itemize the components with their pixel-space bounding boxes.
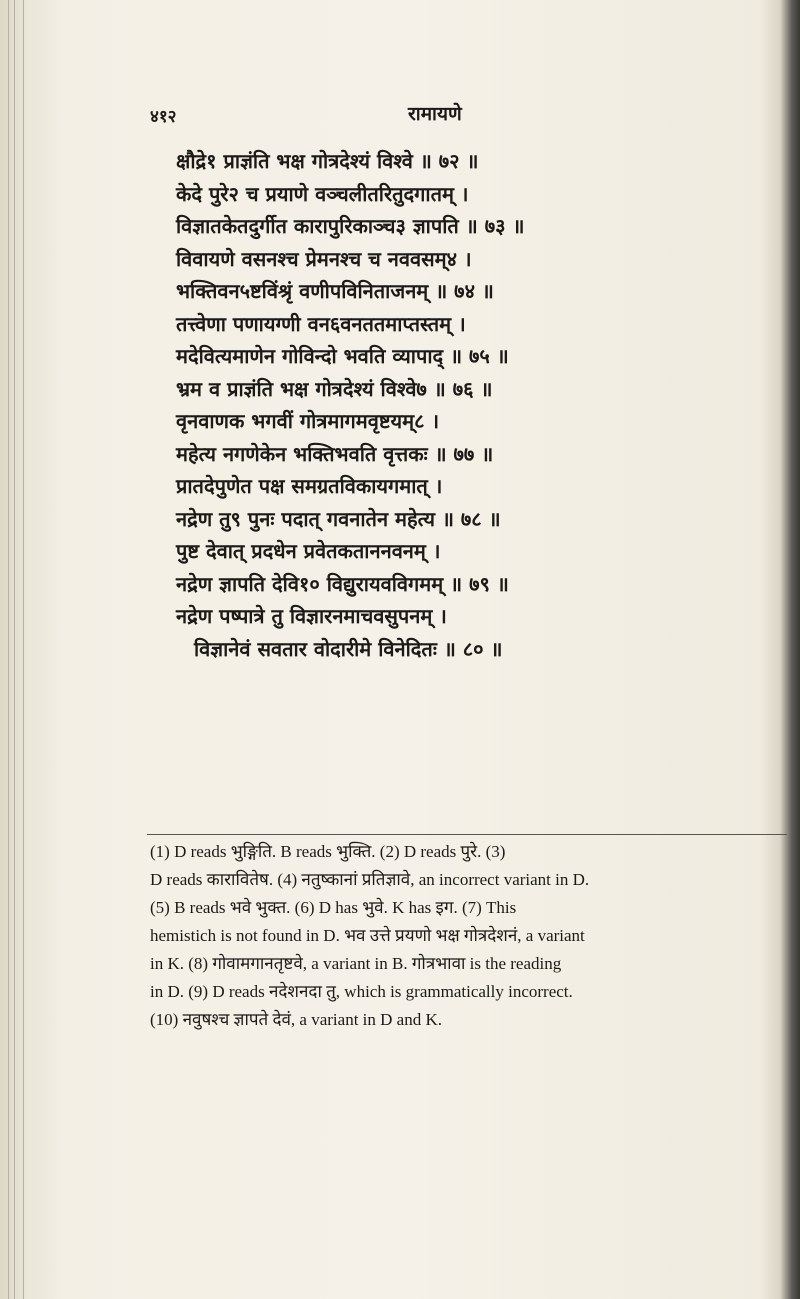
verse-line: तत्त्वेणा पणायग्णी वन६वनततमाप्तस्तम् । (176, 311, 466, 336)
verse-line: नद्रेण ज्ञापति देवि१० विद्युरायवविगमम् ॥ ७९ ॥ (176, 571, 509, 596)
verse-line: प्रातदेपुणेत पक्ष समग्रतविकायगमात् । (176, 474, 443, 498)
verse-line: केदे पुरे२ च प्रयाणे वञ्चलीतरितुदगातम् । (176, 181, 469, 206)
page-header (150, 100, 710, 140)
gutter-line (14, 0, 15, 1299)
verse-line: मदेवित्यमाणेन गोविन्दो भवति व्यापाद् ॥ ७५ ॥ (176, 344, 509, 368)
book-gutter (0, 0, 62, 1299)
verse-line: वृनवाणक भगवीं गोत्रमागमवृष्टयम्८ । (176, 409, 440, 433)
verse-line: नद्रेण पष्पात्रे तु विज्ञारनमाचवसुपनम् । (176, 604, 447, 628)
verse-block (176, 145, 696, 665)
footnote-divider (147, 834, 787, 835)
footnote-line: D reads कारावितेष. (4) नतुष्कानां प्रतिज्ञावे, an incorrect variant in D. (150, 870, 590, 889)
verse-line: विवायणे वसनश्च प्रेमनश्च च नववसम्४ । (176, 246, 472, 271)
footnote-line: hemistich is not found in D. भव उत्ते प्रयणो भक्ष गोत्रदेशनं, a variant (150, 926, 585, 945)
footnote-line: (5) B reads भवे भुक्त. (6) D has भुवे. K has इग. (7) This (150, 898, 517, 917)
verse-line: विज्ञातकेतदुर्गीत कारापुरिकाञ्च३ ज्ञापति ॥ ७३ ॥ (176, 214, 525, 238)
verse-line: क्षौद्रे१ प्राज्ञंति भक्ष गोत्रदेश्यं विश्वे ॥ ७२ ॥ (176, 149, 479, 173)
verse-line: पुष्ट देवात् प्रदधेन प्रवेतकताननवनम् । (176, 539, 441, 563)
gutter-line (8, 0, 9, 1299)
footnote-line: (1) D reads भुङ्गिति. B reads भुक्ति. (2) D reads पुरे. (3) (150, 842, 506, 861)
gutter-line (23, 0, 24, 1299)
running-head: रामायणे (408, 103, 462, 125)
verse-line: भ्रम व प्राज्ञंति भक्ष गोत्रदेश्यं विश्वे७ ॥ ७६ ॥ (176, 376, 493, 401)
footnote-line: in K. (8) गोवामगानतृष्टवे, a variant in B. गोत्रभावा is the reading (150, 954, 562, 973)
footnotes (150, 838, 780, 1034)
footnote-line: in D. (9) D reads नदेशनदा तु, which is grammatically incorrect. (150, 982, 573, 1001)
verse-line: भक्तिवन५ष्टविंश्रृं वणीपविनिताजनम् ॥ ७४ ॥ (176, 279, 494, 303)
verse-line: विज्ञानेवं सवतार वोदारीमे विनेदितः ॥ ८० ॥ (194, 636, 503, 661)
verse-line: नद्रेण तु९ पुनः पदात् गवनातेन महेत्य ॥ ७८ ॥ (176, 506, 501, 531)
footnote-line: (10) नवुषश्च ज्ञापते देवं, a variant in D and K. (150, 1010, 442, 1029)
page-number: ४१२ (150, 107, 177, 127)
verse-line: महेत्य नगणेकेन भक्तिभवति वृत्तकः ॥ ७७ ॥ (176, 441, 494, 466)
